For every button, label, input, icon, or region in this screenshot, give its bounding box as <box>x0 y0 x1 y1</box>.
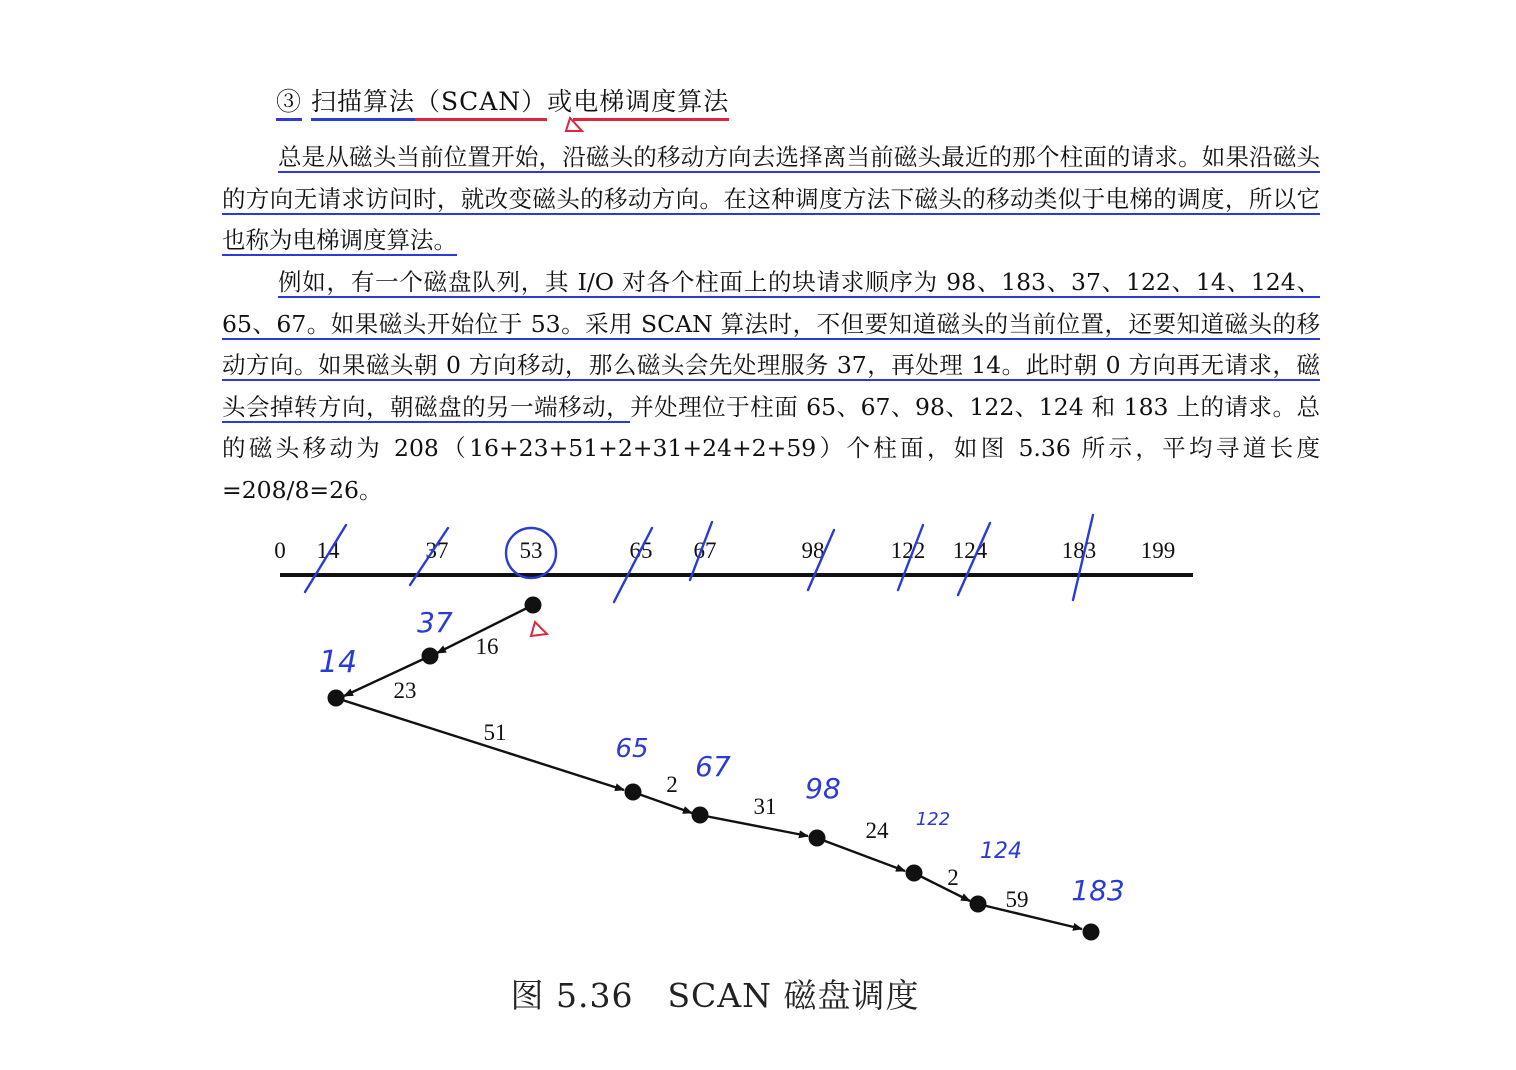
path-98-122 <box>817 838 905 871</box>
red-delta-start <box>531 622 547 636</box>
axis-label-0: 0 <box>274 538 286 563</box>
edge-label-16: 16 <box>475 634 499 659</box>
node-124 <box>970 896 987 913</box>
edge-label-31: 31 <box>753 794 777 819</box>
figure-caption: 图 5.36 SCAN 磁盘调度 <box>510 976 920 1015</box>
axis-label-98: 98 <box>801 538 825 563</box>
edge-label-51: 51 <box>483 720 507 745</box>
node-37 <box>422 648 439 665</box>
axis-label-183: 183 <box>1061 538 1097 563</box>
pen-note-124: 124 <box>980 839 1022 864</box>
edge-label-59: 59 <box>1005 887 1029 912</box>
heading-title-scan-en: （SCAN） <box>415 87 547 121</box>
example-sentence-3: 如果磁头朝 0 方向移动，那么磁头会先处理服务 37，再处理 14。 <box>318 351 1026 379</box>
edge-label-24: 24 <box>865 818 889 843</box>
definition-sentence-2: 如果沿磁头的方向无请求访问时，就改变磁头的移动方向。 <box>222 143 1321 213</box>
node-14 <box>328 690 345 707</box>
edge-label-2a: 2 <box>666 772 678 797</box>
path-65-67 <box>633 792 692 813</box>
node-183 <box>1083 924 1100 941</box>
pen-note-98: 98 <box>805 772 841 805</box>
pen-note-122: 122 <box>915 809 951 830</box>
pen-note-67: 67 <box>695 750 731 783</box>
axis-label-14: 14 <box>316 538 340 563</box>
red-delta-heading <box>566 118 582 131</box>
pen-note-65: 65 <box>615 734 649 764</box>
edge-label-23: 23 <box>393 678 417 703</box>
example-sentence-5: 并处理位于柱面 65、67、98、122、124 和 183 上的请求。总的磁头移动为 208（16+23+51+2+31+24+2+59）个柱面，如图 5.36 所示，平均寻道长度=208/8=26。 <box>222 392 1320 504</box>
definition-sentence-3: 在这种调度方法下磁头的移动类似于电梯的调度，所以它也称为电梯调度算法。 <box>222 184 1321 254</box>
pen-note-183: 183 <box>1071 874 1125 907</box>
heading-title-scan: 扫描算法 <box>311 87 415 121</box>
axis-label-122: 122 <box>890 538 926 563</box>
edge-label-2b: 2 <box>947 865 959 890</box>
pen-note-14: 14 <box>318 645 358 680</box>
axis-label-199: 199 <box>1140 538 1176 563</box>
path-122-124 <box>914 873 970 901</box>
example-sentence-4: 此时朝 0 方向再无请求，磁头会掉转方向，朝磁盘的另一端移动， <box>222 351 1320 421</box>
node-53 <box>525 597 542 614</box>
axis-label-124: 124 <box>952 538 988 563</box>
node-67 <box>692 807 709 824</box>
axis-label-67: 67 <box>693 538 717 563</box>
path-14-65 <box>336 698 624 790</box>
pen-note-37: 37 <box>417 606 453 639</box>
pen-tick-14 <box>305 525 346 592</box>
node-98 <box>809 830 826 847</box>
node-122 <box>906 865 923 882</box>
axis-label-65: 65 <box>629 538 653 563</box>
heading-title-elevator: 电梯调度算法 <box>573 87 729 121</box>
axis-label-53: 53 <box>519 538 543 563</box>
example-sentence-2: 如果磁头开始位于 53。采用 SCAN 算法时，不但要知道磁头的当前位置，还要知道磁头的移动方向。 <box>222 309 1320 379</box>
node-65 <box>625 784 642 801</box>
path-124-183 <box>978 904 1082 929</box>
example-sentence-1: 例如，有一个磁盘队列，其 I/O 对各个柱面上的块请求顺序为 98、183、37、122、14、124、65、67。 <box>222 268 1320 338</box>
definition-sentence-1: 总是从磁头当前位置开始，沿磁头的移动方向去选择离当前磁头最近的那个柱面的请求。 <box>278 143 1202 171</box>
heading-title-or: 或 <box>547 87 574 116</box>
handwritten-ticks <box>305 515 1093 602</box>
axis-label-37: 37 <box>425 538 449 563</box>
heading-number: ③ <box>276 87 302 121</box>
